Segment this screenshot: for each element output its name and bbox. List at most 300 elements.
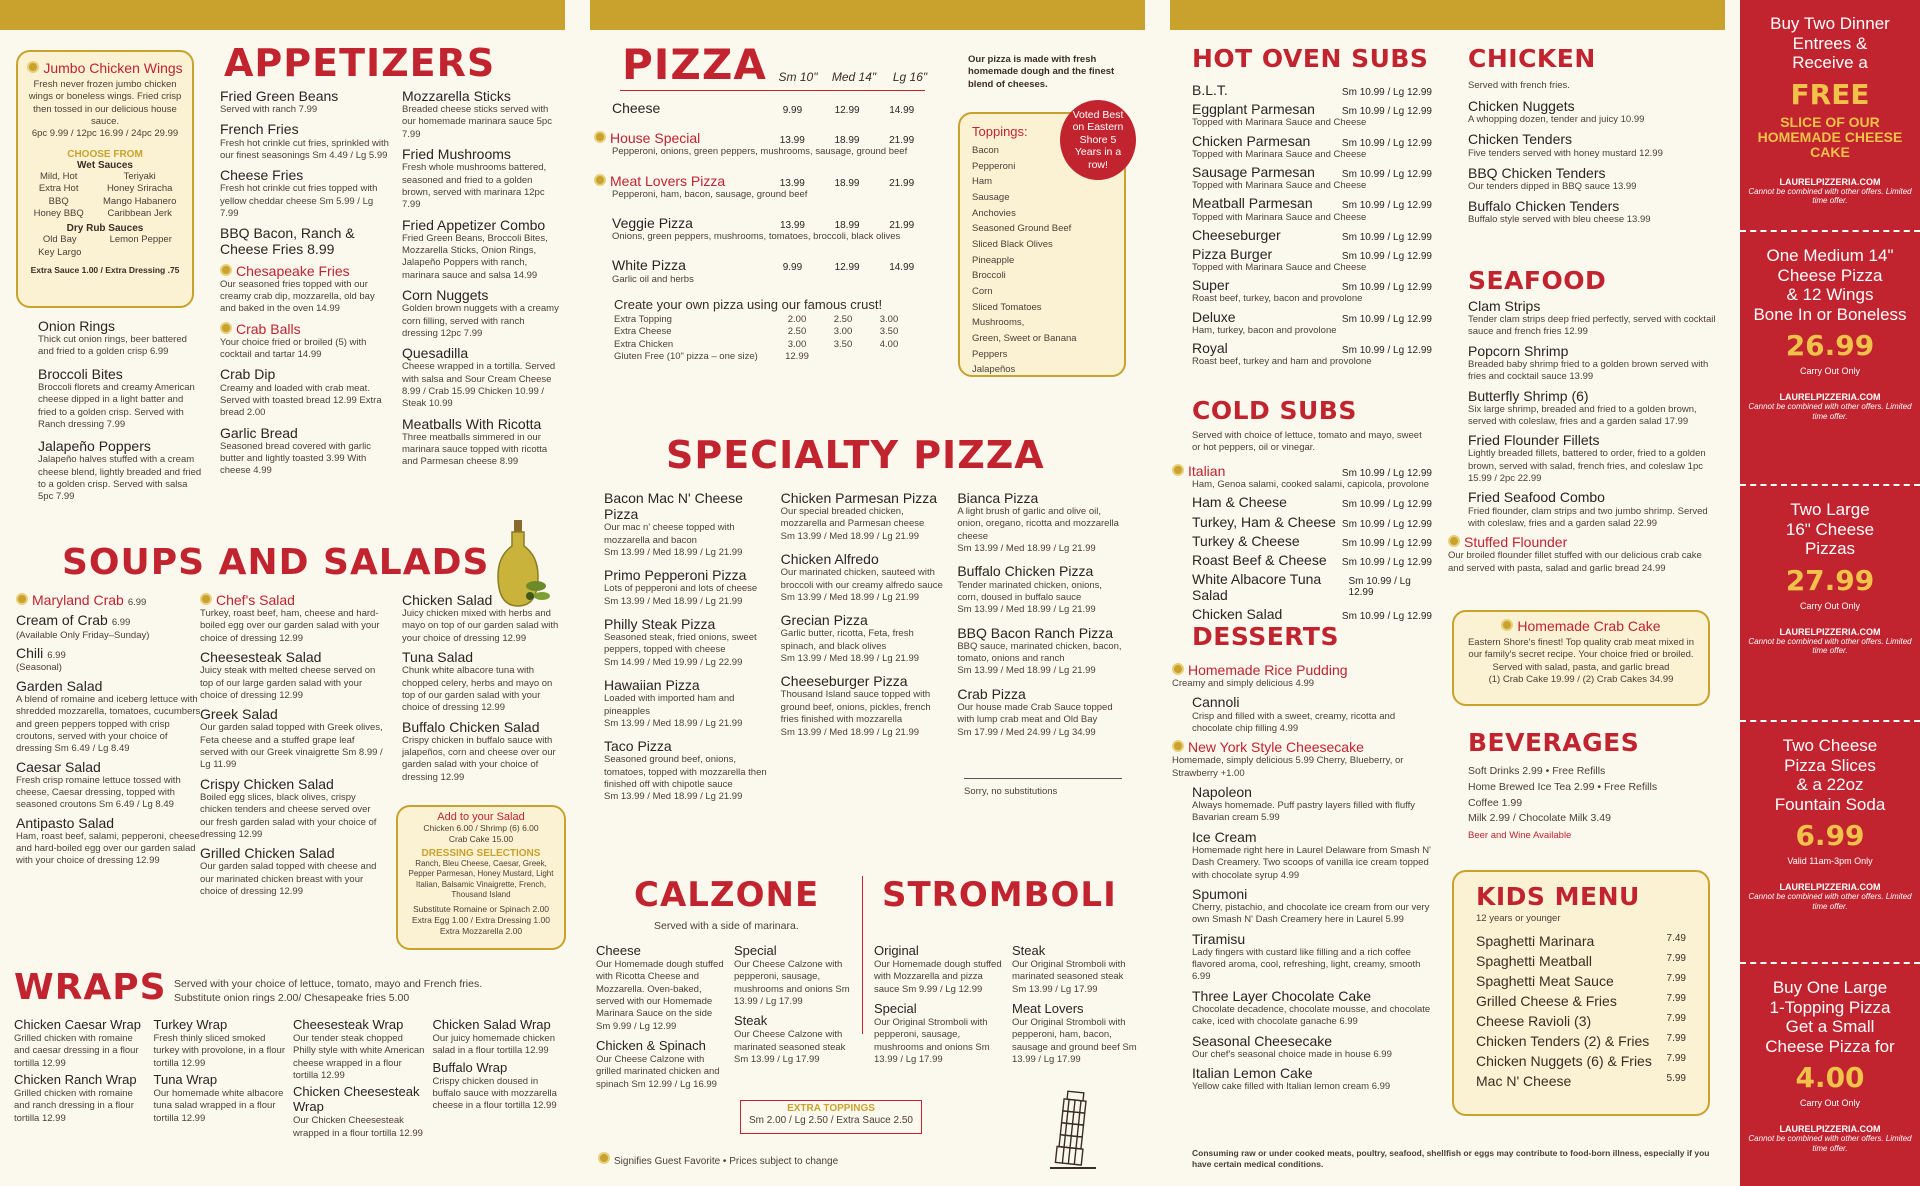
menu-item-name: Chili — [16, 645, 44, 662]
menu-item-desc: Our garden salad topped with cheese and our marinated chicken breast with your choice of dressing 12.99 — [200, 861, 377, 897]
menu-item-name-row — [1192, 1065, 1432, 1081]
desserts-list — [1172, 662, 1432, 1097]
menu-item-name: Clam Strips — [1468, 298, 1541, 314]
menu-item-name: Popcorn Shrimp — [1468, 342, 1569, 359]
menu-item-price: 6.99 — [127, 597, 147, 608]
sub-row — [1172, 533, 1432, 549]
favorite-icon — [1448, 535, 1460, 547]
menu-item-name-row — [14, 1018, 146, 1033]
menu-item-name: Crab Dip — [220, 366, 276, 383]
kids-item-name: Cheese Ravioli (3) — [1476, 1013, 1592, 1030]
menu-item-name: Steak — [1012, 943, 1046, 958]
pizza-item — [594, 173, 929, 201]
menu-item — [1172, 739, 1432, 780]
menu-item-name: Garden Salad — [16, 677, 103, 694]
pizza-extra-name: Extra Chicken — [614, 338, 674, 350]
pizza-item-name: Cheese — [612, 100, 661, 116]
promo-line: Buy Two Dinner — [1770, 14, 1890, 33]
menu-item — [1448, 489, 1718, 530]
sub-item — [1172, 514, 1432, 530]
menu-item — [293, 1085, 425, 1140]
pizza-extra-row — [614, 326, 914, 338]
menu-item-desc: Our Original Stromboli with marinated seasoned steak Sm 13.99 / Lg 17.99 — [1012, 958, 1126, 995]
specialty-name: Chicken Alfredo — [780, 551, 879, 568]
sub-row — [1172, 571, 1432, 603]
favorite-icon — [220, 264, 232, 276]
pizza-price: 18.99 — [834, 177, 860, 189]
sauce-name: Lemon Pepper — [109, 234, 172, 246]
menu-item-name-row — [1468, 343, 1718, 359]
menu-item-desc: Cherry, pistachio, and chocolate ice cream from our very own Smash N' Dash Creamery here in Laurel 5.99 — [1192, 902, 1430, 926]
pizza-price: 14.99 — [889, 105, 915, 116]
menu-item — [220, 88, 390, 116]
sub-name-wrap — [1172, 571, 1349, 603]
promo-small: Carry Out Only — [1799, 600, 1860, 611]
menu-item — [1448, 388, 1718, 429]
promo-line: Pizzas — [1804, 539, 1856, 559]
sub-item — [1192, 277, 1432, 305]
seafood-list — [1448, 298, 1718, 579]
promo-card — [1740, 722, 1920, 964]
favorite-icon — [1172, 663, 1184, 675]
specialty-name: Grecian Pizza — [780, 612, 868, 629]
sub-item — [1192, 340, 1432, 368]
dressing-line: Substitute Romaine or Spinach 2.00 — [412, 903, 550, 914]
promo-line: Buy One Large — [1772, 978, 1888, 997]
menu-item-name: Maryland Crab — [32, 592, 124, 608]
pizza-item-row — [594, 173, 929, 189]
sub-desc: Ham, turkey, bacon and provolone — [1192, 324, 1337, 336]
sauce-name: BBQ — [48, 195, 69, 207]
specialty-item — [957, 625, 1124, 678]
pizza-size-header: Sm 10" — [778, 70, 818, 84]
sub-price: Sm 10.99 / Lg 12.99 — [1341, 200, 1432, 212]
food-warning: Consuming raw or under cooked meats, poultry, seafood, shellfish or eggs may contribute to food-born illness, especially if you have certain medical conditions. — [1192, 1148, 1710, 1170]
menu-item-name-row — [734, 1014, 859, 1029]
sub-name: Ham & Cheese — [1192, 494, 1287, 511]
kids-item-price: 7.99 — [1666, 1053, 1686, 1065]
sub-price: Sm 10.99 / Lg 12.99 — [1341, 468, 1432, 479]
pizza-item-name: Veggie Pizza — [612, 214, 693, 231]
specialty-desc: Our special breaded chicken, mozzarella and Parmesan cheese — [780, 506, 925, 530]
menu-item-price: 6.99 — [111, 617, 131, 629]
menu-item-name-row — [402, 416, 562, 432]
sub-item — [1192, 309, 1432, 337]
menu-item-name: Onion Rings — [38, 318, 116, 334]
promo-card — [1740, 964, 1920, 1186]
menu-item — [433, 1061, 565, 1113]
topping-name: Sliced Black Olives — [972, 239, 1053, 251]
specialty-item — [781, 673, 948, 738]
stromboli-title: STROMBOLI — [882, 875, 1117, 915]
menu-item-name: Chicken Ranch Wrap — [14, 1071, 137, 1087]
calzone-left-column — [596, 944, 726, 1097]
sub-price: Sm 10.99 / Lg 12.99 — [1341, 106, 1432, 118]
kids-item-price: 7.99 — [1666, 1033, 1686, 1045]
pizza-item-name-wrap — [594, 130, 765, 146]
sub-name: Royal — [1192, 340, 1228, 357]
menu-item-name-row — [220, 263, 390, 279]
menu-item-name-row — [402, 719, 562, 735]
pizza-item-row — [594, 130, 929, 146]
pizza-price: 18.99 — [834, 219, 860, 231]
sub-row — [1192, 227, 1432, 243]
sub-price: Sm 10.99 / Lg 12.99 — [1341, 87, 1432, 98]
sub-name-wrap — [1192, 227, 1281, 243]
menu-item-name-row — [402, 287, 562, 303]
promo-line: Bone In or Boneless — [1753, 304, 1907, 324]
specialty-desc: BBQ sauce, marinated chicken, bacon, tomato, onions and ranch — [957, 640, 1122, 665]
menu-item-desc: Fresh thinly sliced smoked turkey with provolone, in a flour tortilla 12.99 — [153, 1032, 285, 1069]
promo-line: Cheese Pizza — [1777, 265, 1883, 285]
sub-name: Sausage Parmesan — [1192, 163, 1315, 180]
sub-desc: Roast beef, turkey, bacon and provolone — [1192, 293, 1363, 305]
menu-item-name: Buffalo Chicken Tenders — [1468, 198, 1620, 215]
kids-list — [1476, 933, 1686, 1089]
calzone-right-column — [734, 944, 859, 1072]
menu-item — [402, 287, 562, 340]
sub-price: Sm 10.99 / Lg 12.99 — [1341, 250, 1432, 262]
menu-item-name-row — [220, 425, 390, 441]
pizza-price: 9.99 — [782, 105, 803, 116]
menu-item-name-row — [596, 1039, 726, 1054]
pizza-item-row — [594, 100, 929, 116]
menu-item-name: Tiramisu — [1192, 930, 1246, 947]
sub-name: Chicken Salad — [1192, 606, 1283, 622]
menu-item-name: Chicken Salad Wrap — [432, 1017, 551, 1032]
sub-item — [1172, 606, 1432, 622]
pizza-extra-row — [614, 339, 914, 351]
menu-item — [1468, 198, 1718, 226]
sub-item — [1192, 82, 1432, 98]
menu-item-name-row — [433, 1061, 565, 1076]
pizza-price: 13.99 — [779, 177, 805, 189]
menu-item-desc: Our tender steak chopped Philly style with white American cheese wrapped in a flour tortilla 12.99 — [293, 1032, 425, 1081]
menu-item — [1172, 694, 1432, 735]
menu-item-name: Special — [734, 943, 777, 958]
pizza-price: 21.99 — [889, 219, 915, 231]
menu-item-name: Fried Seafood Combo — [1468, 489, 1605, 506]
menu-item-desc: Ham, roast beef, salami, pepperoni, cheese and hard-boiled egg over our garden salad with your choice of dressing 12.99 — [16, 830, 200, 867]
kids-item-name: Spaghetti Marinara — [1476, 933, 1595, 950]
beverage-line: Soft Drinks 2.99 • Free Refills — [1468, 765, 1606, 777]
pizza-price: 13.99 — [779, 135, 805, 147]
menu-item-name-row — [734, 944, 859, 959]
menu-item-name-row — [220, 88, 390, 104]
menu-item-desc: Chunk white albacore tuna with chopped celery, herbs and mayo on top of our garden salad with your choice of dressing 12.99 — [402, 665, 553, 714]
pizza-price: 13.99 — [779, 219, 805, 231]
topping-name: Sliced Tomatoes — [972, 301, 1042, 313]
pizza-item-desc: Onions, green peppers, mushrooms, tomatoes, broccoli, black olives — [612, 231, 901, 243]
sub-desc: Roast beef, turkey and ham and provolone — [1192, 356, 1372, 368]
menu-item-name-row — [16, 592, 206, 609]
crab-cake-title: Homemade Crab Cake — [1517, 618, 1661, 634]
menu-item-name-row — [1468, 98, 1718, 114]
specialty-price: Sm 14.99 / Med 19.99 / Lg 22.99 — [604, 656, 743, 668]
sub-name: Italian — [1188, 463, 1226, 479]
menu-item-desc: Fried flounder, clam strips and two jumbo shrimp. Served with coleslaw, fries and a garden salad 22.99 — [1468, 505, 1708, 529]
menu-item — [1448, 343, 1718, 384]
menu-item-name: Chef's Salad — [216, 592, 295, 608]
sauce-name: Old Bay — [42, 234, 77, 246]
menu-item-name: Fried Appetizer Combo — [402, 216, 546, 233]
menu-item-desc: Three meatballs simmered in our marinara sauce topped with ricotta and Parmesan cheese 8.99 — [402, 431, 548, 468]
sub-name: Chicken Parmesan — [1192, 132, 1311, 149]
appetizers-middle-column — [220, 88, 390, 483]
menu-item — [220, 425, 390, 478]
menu-item — [402, 146, 562, 211]
pizza-note: Our pizza is made with fresh homemade dough and the finest blend of cheeses. — [968, 54, 1115, 90]
menu-item-name-row — [220, 366, 390, 382]
favorite-icon — [16, 593, 28, 605]
kids-item — [1476, 1033, 1686, 1049]
pizza-item — [594, 257, 929, 285]
sub-desc: Topped with Marinara Sauce and Cheese — [1192, 262, 1367, 274]
menu-item-desc: Our homemade white albacore tuna salad wrapped in a flour tortilla 12.99 — [153, 1087, 284, 1124]
topping-name: Sausage — [972, 192, 1010, 204]
kids-title: KIDS MENU — [1476, 882, 1640, 911]
menu-item-name-row — [200, 776, 385, 792]
menu-item-name: Fried Green Beans — [220, 88, 339, 104]
promo-price: FREE — [1790, 77, 1870, 111]
menu-item-name-row — [16, 612, 206, 629]
wet-right-list — [103, 171, 176, 220]
dress-lines — [402, 904, 560, 937]
menu-item-desc: Our juicy homemade chicken salad in a flour tortilla 12.99 — [432, 1032, 555, 1057]
menu-item-name: Chicken Caesar Wrap — [14, 1017, 141, 1032]
menu-item — [734, 944, 859, 1008]
favorite-icon — [1501, 619, 1513, 631]
menu-item-name: Crispy Chicken Salad — [200, 775, 334, 792]
menu-item-name: Meatballs With Ricotta — [402, 415, 542, 432]
menu-item-name-row — [874, 944, 1004, 959]
menu-item-name: Steak — [734, 1013, 768, 1029]
kids-item-price: 7.99 — [1666, 953, 1686, 965]
pizza-item-name-wrap — [594, 257, 765, 273]
promo-price: 27.99 — [1785, 563, 1875, 597]
pizza-item-desc: Pepperoni, onions, green peppers, mushrooms, sausage, ground beef — [612, 146, 908, 158]
menu-item-name: Homemade Rice Pudding — [1188, 662, 1348, 678]
sub-name: Turkey & Cheese — [1192, 532, 1300, 549]
menu-item-desc: Breaded baby shrimp fried to a golden brown served with fries and cocktail sauce 13.99 — [1468, 358, 1709, 383]
specialty-desc: Thousand Island sauce topped with ground beef, onions, pickles, french fries finished with mozzarella — [780, 689, 931, 726]
cold-subs-title: COLD SUBS — [1192, 396, 1357, 425]
pizza-item-name-wrap — [594, 173, 765, 189]
soups-left-column — [16, 592, 206, 871]
sub-name: Deluxe — [1192, 308, 1236, 325]
promo-line: Get a Small — [1785, 1017, 1875, 1037]
topping-name: Green, Sweet or Banana Peppers — [972, 333, 1077, 360]
extra-toppings-text: Sm 2.00 / Lg 2.50 / Extra Sauce 2.50 — [749, 1115, 913, 1126]
salad-addons-box — [396, 805, 566, 950]
specialty-desc: Tender marinated chicken, onions, corn, doused in buffalo sauce — [957, 579, 1103, 603]
sub-desc: Topped with Marinara Sauce and Cheese — [1192, 117, 1367, 129]
menu-item-desc: Jalapeño halves stuffed with a cream cheese blend, lightly breaded and fried to a golden crisp. Served with salsa 5pc 7.99 — [38, 454, 202, 503]
menu-item-name-row — [1172, 739, 1432, 755]
menu-item — [38, 438, 203, 503]
hot-subs-list — [1192, 82, 1432, 372]
menu-item — [220, 167, 390, 220]
menu-item-name: Cheesesteak Wrap — [293, 1017, 404, 1032]
menu-item-desc: Crispy chicken doused in buffalo sauce with mozzarella cheese in a flour tortilla 12.99 — [432, 1075, 557, 1112]
menu-item — [16, 612, 206, 642]
menu-item-name-row — [1468, 165, 1718, 181]
menu-item — [220, 366, 390, 419]
kids-item-price: 5.99 — [1666, 1073, 1686, 1085]
menu-item-desc: Fresh hot crinkle cut fries, sprinkled with our finest seasonings Sm 4.49 / Lg 5.99 — [220, 137, 389, 161]
menu-item-name-row — [402, 146, 562, 162]
sub-name-wrap — [1192, 164, 1315, 180]
menu-item-desc: Six large shrimp, breaded and fried to a golden brown, served with coleslaw, fries and a garden salad 17.99 — [1468, 403, 1697, 427]
menu-item — [1468, 131, 1718, 159]
menu-item — [1448, 432, 1718, 485]
sub-row — [1192, 101, 1432, 117]
promo-site: LAURELPIZZERIA.COM — [1779, 392, 1881, 403]
menu-item-desc: Our Chicken Cheesesteak wrapped in a flour tortilla 12.99 — [293, 1115, 423, 1139]
pizza-extras — [614, 314, 914, 363]
menu-item-name: Crab Balls — [236, 320, 301, 337]
soups-right-column — [402, 592, 562, 788]
calzone-title: CALZONE — [634, 875, 820, 915]
menu-item-desc: (Seasonal) — [16, 662, 62, 674]
specialty-item — [781, 490, 948, 543]
menu-item-name-row — [402, 345, 562, 361]
kids-item-name: Mac N' Cheese — [1476, 1073, 1572, 1090]
specialty-item — [781, 551, 948, 604]
menu-item — [1448, 534, 1718, 575]
sub-row — [1192, 340, 1432, 356]
sauce-name: Extra Hot — [38, 183, 79, 195]
menu-item-name: French Fries — [220, 121, 299, 138]
menu-item — [874, 1002, 1004, 1066]
specialty-price: Sm 13.99 / Med 18.99 / Lg 21.99 — [604, 717, 743, 729]
menu-item-name-row — [220, 121, 390, 137]
sub-desc: Topped with Marinara Sauce and Cheese — [1192, 211, 1367, 223]
specialty-price: Sm 13.99 / Med 18.99 / Lg 21.99 — [604, 595, 743, 607]
sauce-name: Key Largo — [38, 246, 82, 258]
menu-item-desc: Tender clam strips deep fried perfectly, served with cocktail sauce and french fries 12.99 — [1468, 314, 1716, 338]
menu-item — [402, 649, 562, 714]
specialty-name: Primo Pepperoni Pizza — [604, 567, 747, 584]
favorite-icon — [1172, 464, 1184, 476]
menu-item-name-row — [1012, 1002, 1137, 1017]
menu-item — [402, 88, 562, 141]
extra-toppings-box — [740, 1100, 922, 1134]
promo-note: Cannot be combined with other offers. Limited time offer. — [1748, 402, 1912, 421]
specialty-desc: Garlic butter, ricotta, Feta, fresh spinach, and black olives — [780, 628, 914, 652]
sub-price: Sm 10.99 / Lg 12.99 — [1341, 345, 1432, 357]
menu-item-name-row — [38, 366, 203, 382]
sub-item — [1192, 246, 1432, 274]
beverage-line: Coffee 1.99 — [1468, 796, 1523, 809]
promo-small: Carry Out Only — [1799, 1098, 1860, 1109]
menu-item-name: Ice Cream — [1192, 828, 1257, 845]
sub-item — [1192, 133, 1432, 161]
menu-item — [1172, 1065, 1432, 1093]
menu-item-name: BBQ Bacon, Ranch & Cheese Fries 8.99 — [220, 225, 355, 258]
sub-row — [1172, 552, 1432, 568]
promo-line: 1-Topping Pizza — [1769, 997, 1891, 1017]
menu-item-name-row — [402, 88, 562, 104]
specialty-item — [957, 490, 1124, 555]
no-sub-note: Sorry, no substitutions — [964, 786, 1058, 797]
promo-line: Two Large — [1790, 500, 1870, 519]
menu-item-desc: Our Cheese Calzone with grilled marinated chicken and spinach Sm 12.99 / Lg 16.99 — [596, 1053, 720, 1090]
sub-desc: Topped with Marinara Sauce and Cheese — [1192, 180, 1367, 192]
menu-item-desc: Seasoned bread covered with garlic butter and lightly toasted 3.99 With cheese 4.99 — [220, 440, 372, 477]
promo-site: LAURELPIZZERIA.COM — [1779, 626, 1881, 637]
menu-item-name: Chicken Nuggets — [1468, 98, 1575, 114]
menu-item-desc: Homemade, simply delicious 5.99 Cherry, Blueberry, or Strawberry +1.00 — [1172, 755, 1404, 779]
menu-item — [1172, 829, 1432, 882]
menu-item — [734, 1014, 859, 1066]
appetizers-right-column — [402, 88, 562, 474]
specialty-name: Bianca Pizza — [957, 490, 1039, 506]
soups-title: SOUPS AND SALADS — [62, 542, 490, 583]
menu-item — [200, 845, 385, 898]
dry-right-list — [110, 234, 172, 259]
menu-item-name: Seasonal Cheesecake — [1192, 1032, 1333, 1049]
menu-item-desc: Served with ranch 7.99 — [220, 104, 318, 116]
promo-small: Valid 11am-3pm Only — [1787, 856, 1873, 867]
pizza-extra-price: 2.00 — [787, 314, 807, 325]
promo-price: 6.99 — [1795, 819, 1865, 853]
kids-item-price: 7.99 — [1666, 973, 1686, 985]
specialty-name: Buffalo Chicken Pizza — [957, 563, 1094, 580]
specialty-title: SPECIALTY PIZZA — [666, 433, 1045, 477]
promo-line: Fountain Soda — [1774, 794, 1886, 814]
wings-box — [16, 50, 194, 308]
sub-price: Sm 10.99 / Lg 12.99 — [1341, 137, 1432, 149]
menu-item-name-row — [874, 1002, 1004, 1017]
specialty-price: Sm 13.99 / Med 18.99 / Lg 21.99 — [957, 543, 1096, 555]
leaning-tower-icon — [1050, 1088, 1096, 1170]
menu-item-name: Garlic Bread — [220, 424, 298, 441]
menu-item-name-row — [1468, 131, 1718, 147]
top-bar-middle — [590, 0, 1145, 30]
topping-name: Ham — [972, 176, 993, 188]
pizza-extra-row — [614, 351, 914, 363]
dry-left-list — [38, 234, 81, 259]
beverage-line: Home Brewed Ice Tea 2.99 • Free Refills — [1468, 780, 1658, 793]
menu-item — [200, 649, 385, 702]
menu-item-name: Stuffed Flounder — [1464, 534, 1568, 551]
menu-item-name: Cheesesteak Salad — [200, 649, 322, 666]
pizza-price: 21.99 — [889, 177, 915, 189]
menu-item-desc: Homemade right here in Laurel Delaware from Smash N' Dash Creamery. Two scoops of vanilla ice cream topped with chocolate syrup 4.99 — [1192, 844, 1431, 881]
menu-item-desc: Cheese wrapped in a tortilla. Served with salsa and Sour Cream Cheese 8.99 / Crab 15.99 Chicken 10.99 / Steak 10.99 — [402, 361, 556, 410]
kids-item — [1476, 1053, 1686, 1069]
menu-item-name-row — [220, 225, 390, 257]
specialty-item — [604, 677, 771, 730]
sub-name-wrap — [1172, 514, 1336, 530]
favorite-icon — [598, 1152, 610, 1164]
kids-item — [1476, 973, 1686, 989]
pizza-extra-row — [614, 314, 914, 326]
favorite-legend-text: Signifies Guest Favorite • Prices subject to change — [614, 1156, 839, 1167]
sauce-name: Honey Sriracha — [106, 183, 173, 195]
favorite-icon — [220, 322, 232, 334]
wraps-note-2: Substitute onion rings 2.00/ Chesapeake fries 5.00 — [174, 992, 410, 1004]
menu-item-name: Cream of Crab — [16, 612, 108, 629]
menu-item — [16, 759, 206, 812]
menu-item — [1172, 1033, 1432, 1061]
specialty-desc: Lots of pepperoni and lots of cheese — [604, 583, 758, 595]
promo-line: & 12 Wings — [1786, 285, 1874, 305]
menu-item-name-row — [220, 167, 390, 183]
pizza-extra-price: 4.00 — [879, 338, 899, 350]
menu-item-name: New York Style Cheesecake — [1188, 739, 1364, 756]
